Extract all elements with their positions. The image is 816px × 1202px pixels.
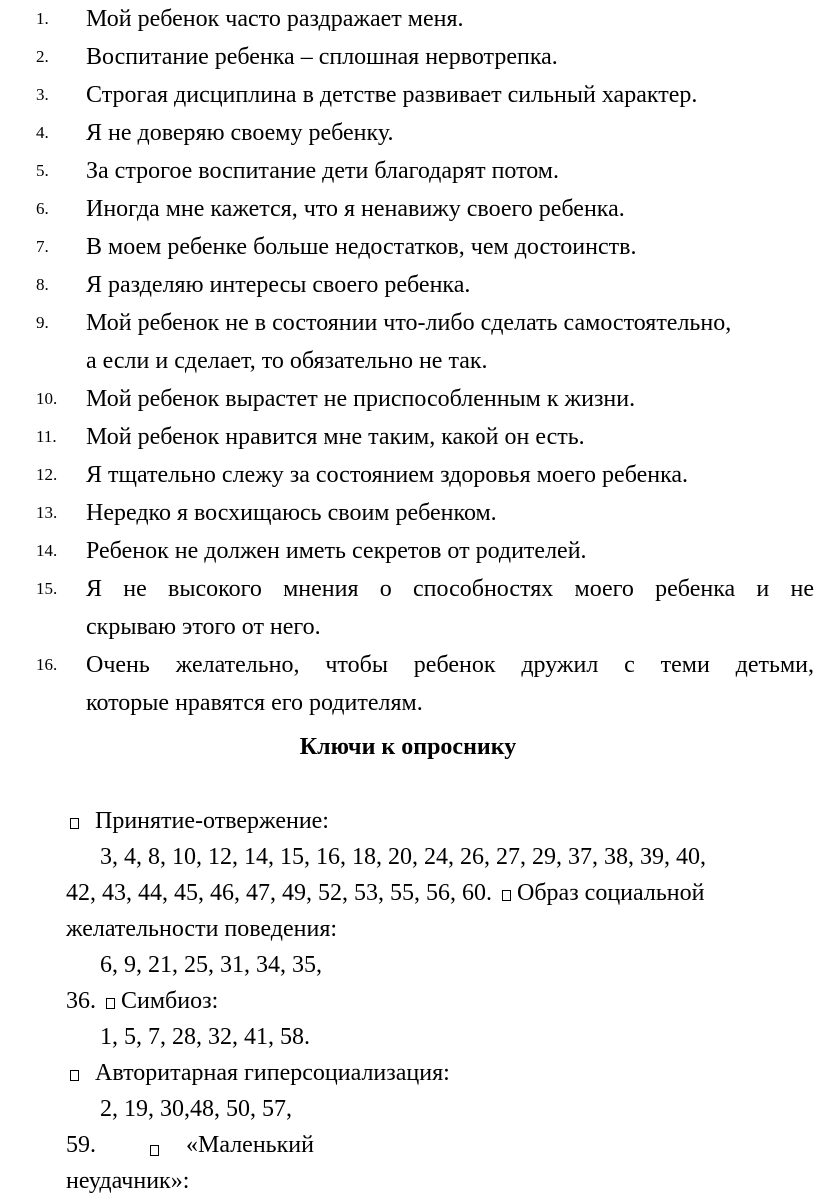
question-number: 7. (36, 237, 49, 256)
question-text (86, 152, 814, 190)
key-acceptance-items-line-2 (66, 875, 705, 911)
question-text (86, 494, 814, 532)
question-text-line: Я не доверяю своему ребенку. (86, 120, 394, 146)
question-number: 8. (36, 275, 49, 294)
question-number: 10. (36, 389, 58, 408)
question-text (86, 646, 814, 722)
question-number: 16. (36, 655, 58, 674)
question-item (0, 0, 816, 38)
key-social-items-line-2 (66, 983, 218, 1019)
question-text-line: Ребенок не должен иметь секретов от родителей. (86, 538, 587, 564)
question-text-line: Мой ребенок нравится мне таким, какой он есть. (86, 424, 585, 450)
question-number: 14. (36, 541, 58, 560)
question-text-line: За строгое воспитание дети благодарят потом. (86, 158, 559, 184)
key-acceptance-items-line-1: 3, 4, 8, 10, 12, 14, 15, 16, 18, 20, 24, 26, 27, 29, 37, 38, 39, 40, (100, 844, 706, 870)
key-acceptance-label: Принятие-отвержение: (95, 808, 329, 834)
question-item (0, 494, 816, 532)
question-item (0, 38, 816, 76)
question-text-line: Мой ребенок часто раздражает меня. (86, 6, 464, 32)
question-text (86, 380, 814, 418)
question-number: 11. (36, 427, 57, 446)
question-number: 4. (36, 123, 49, 142)
question-text-line: а если и сделает, то обязательно не так. (86, 348, 488, 374)
question-number: 12. (36, 465, 58, 484)
question-number: 9. (36, 313, 49, 332)
keys-heading: Ключи к опроснику (299, 734, 517, 760)
question-text (86, 570, 814, 646)
key-social-label-end: желательности поведения: (66, 916, 338, 942)
key-social-items-line-1: 6, 9, 21, 25, 31, 34, 35, (100, 952, 322, 978)
key-authoritarian-items-end: 59. (66, 1132, 96, 1158)
question-text-line: которые нравятся его родителям. (86, 690, 423, 716)
square-bullet-icon (106, 998, 115, 1009)
question-item (0, 532, 816, 570)
key-social-items-end: 36. (66, 988, 96, 1014)
question-text (86, 228, 814, 266)
question-text-line: Строгая дисциплина в детстве развивает сильный характер. (86, 82, 698, 108)
question-item (0, 646, 816, 722)
question-item (0, 304, 816, 380)
question-item (0, 114, 816, 152)
question-text-line: Я тщательно слежу за состоянием здоровья моего ребенка. (86, 462, 689, 488)
question-item (0, 76, 816, 114)
question-number: 13. (36, 503, 58, 522)
key-symbiosis-label: Симбиоз: (121, 988, 219, 1014)
key-acceptance-items-end: 42, 43, 44, 45, 46, 47, 49, 52, 53, 55, 56, 60. (66, 880, 492, 906)
question-item (0, 266, 816, 304)
question-text (86, 38, 814, 76)
question-number: 6. (36, 199, 49, 218)
question-text-line: скрываю этого от него. (86, 614, 321, 640)
question-text-line: Мой ребенок не в состоянии что-либо сделать самостоятельно, (86, 310, 732, 336)
question-text-line: Я разделяю интересы своего ребенка. (86, 272, 471, 298)
square-bullet-icon (150, 1130, 159, 1166)
question-text (86, 418, 814, 456)
question-item (0, 190, 816, 228)
question-text (86, 76, 814, 114)
square-bullet-icon (70, 1070, 79, 1081)
key-loser-label-start: «Маленький (186, 1132, 314, 1158)
question-text (86, 304, 814, 380)
question-number: 2. (36, 47, 49, 66)
question-item (0, 418, 816, 456)
question-text-line: Нередко я восхищаюсь своим ребенком. (86, 500, 497, 526)
key-symbiosis-items: 1, 5, 7, 28, 32, 41, 58. (100, 1024, 310, 1050)
question-text (86, 532, 814, 570)
square-bullet-icon (502, 890, 511, 901)
question-text (86, 456, 814, 494)
question-text-line: Воспитание ребенка – сплошная нервотрепка. (86, 44, 558, 70)
question-text-line: Мой ребенок вырастет не приспособленным к жизни. (86, 386, 636, 412)
question-number: 5. (36, 161, 49, 180)
key-authoritarian-label-line (70, 1055, 450, 1091)
question-text-line: Очень желательно, чтобы ребенок дружил с теми детьми, (86, 652, 814, 678)
key-social-label-start: Образ социальной (517, 880, 705, 906)
question-text (86, 266, 814, 304)
question-text-line: В моем ребенке больше недостатков, чем достоинств. (86, 234, 637, 260)
question-text (86, 114, 814, 152)
key-authoritarian-label: Авторитарная гиперсоциализация: (95, 1060, 450, 1086)
question-item (0, 228, 816, 266)
question-number: 1. (36, 9, 49, 28)
question-text (86, 0, 814, 38)
question-item (0, 152, 816, 190)
key-authoritarian-items-line-1: 2, 19, 30,48, 50, 57, (100, 1096, 292, 1122)
square-bullet-icon (70, 818, 79, 829)
question-item (0, 456, 816, 494)
question-text (86, 190, 814, 228)
key-acceptance-label-line (70, 803, 329, 839)
question-number: 15. (36, 579, 58, 598)
question-item (0, 570, 816, 646)
question-number: 3. (36, 85, 49, 104)
question-item (0, 380, 816, 418)
key-loser-label-end: неудачник»: (66, 1168, 190, 1194)
question-text-line: Иногда мне кажется, что я ненавижу своего ребенка. (86, 196, 625, 222)
question-text-line: Я не высокого мнения о способностях моего ребенка и не (86, 576, 814, 602)
